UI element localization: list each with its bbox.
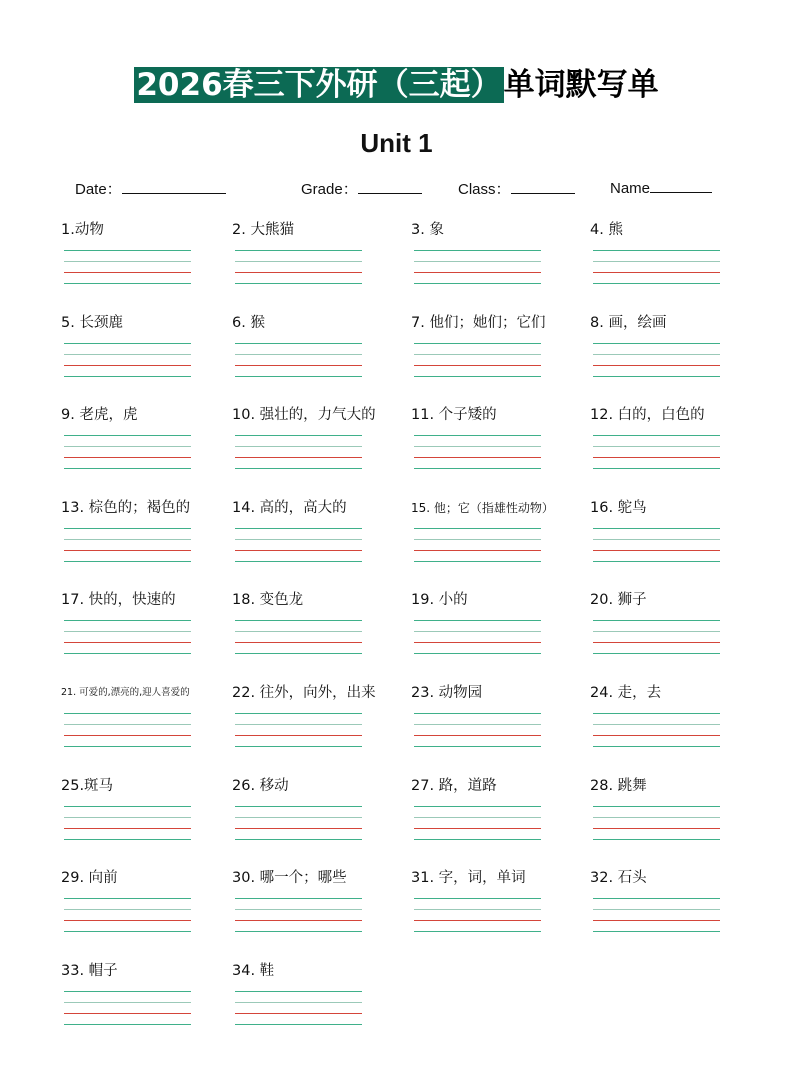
title-rest: 单词默写单 bbox=[503, 67, 659, 103]
word-prompt: 22. 往外，向外，出来 bbox=[232, 685, 376, 701]
writing-lines[interactable] bbox=[64, 528, 191, 568]
ruled-line bbox=[235, 550, 362, 551]
ruled-line bbox=[235, 991, 362, 992]
writing-lines[interactable] bbox=[235, 343, 362, 383]
class-field[interactable] bbox=[458, 178, 575, 199]
ruled-line bbox=[235, 909, 362, 910]
word-prompt: 14. 高的，高大的 bbox=[232, 499, 347, 516]
word-item bbox=[232, 961, 407, 1041]
ruled-line bbox=[64, 931, 191, 932]
date-blank[interactable] bbox=[122, 179, 226, 194]
word-prompt: 3. 象 bbox=[411, 222, 444, 238]
writing-lines[interactable] bbox=[414, 806, 541, 846]
word-prompt: 16. 鸵鸟 bbox=[590, 499, 647, 516]
ruled-line bbox=[64, 1002, 191, 1003]
word-prompt: 26. 移动 bbox=[232, 777, 289, 794]
ruled-line bbox=[64, 920, 191, 921]
ruled-line bbox=[593, 446, 720, 447]
word-item bbox=[590, 498, 765, 578]
writing-lines[interactable] bbox=[414, 435, 541, 475]
ruled-line bbox=[235, 620, 362, 621]
ruled-line bbox=[235, 631, 362, 632]
writing-lines[interactable] bbox=[64, 898, 191, 938]
ruled-line bbox=[414, 653, 541, 654]
grade-field[interactable] bbox=[301, 178, 422, 199]
ruled-line bbox=[414, 724, 541, 725]
ruled-line bbox=[414, 817, 541, 818]
word-item bbox=[61, 498, 236, 578]
ruled-line bbox=[593, 261, 720, 262]
ruled-line bbox=[593, 435, 720, 436]
ruled-line bbox=[235, 1024, 362, 1025]
ruled-line bbox=[64, 354, 191, 355]
word-prompt: 8. 画，绘画 bbox=[590, 314, 667, 331]
writing-lines[interactable] bbox=[64, 620, 191, 660]
ruled-line bbox=[64, 261, 191, 262]
word-item bbox=[61, 868, 236, 948]
ruled-line bbox=[414, 746, 541, 747]
ruled-line bbox=[593, 713, 720, 714]
name-blank[interactable] bbox=[650, 178, 712, 193]
ruled-line bbox=[235, 713, 362, 714]
word-item bbox=[61, 313, 236, 393]
ruled-line bbox=[235, 920, 362, 921]
word-prompt: 25.斑马 bbox=[61, 777, 114, 794]
word-item bbox=[411, 220, 586, 300]
ruled-line bbox=[593, 457, 720, 458]
writing-lines[interactable] bbox=[593, 528, 720, 568]
writing-lines[interactable] bbox=[414, 898, 541, 938]
ruled-line bbox=[593, 724, 720, 725]
ruled-line bbox=[64, 343, 191, 344]
word-item bbox=[590, 220, 765, 300]
ruled-line bbox=[414, 806, 541, 807]
ruled-line bbox=[64, 561, 191, 562]
ruled-line bbox=[414, 365, 541, 366]
word-item bbox=[411, 590, 586, 670]
word-prompt: 21. 可爱的,漂亮的,迎人喜爱的 bbox=[61, 687, 190, 698]
ruled-line bbox=[64, 1024, 191, 1025]
ruled-line bbox=[64, 283, 191, 284]
ruled-line bbox=[64, 746, 191, 747]
word-item bbox=[232, 313, 407, 393]
ruled-line bbox=[414, 561, 541, 562]
writing-lines[interactable] bbox=[593, 343, 720, 383]
word-item bbox=[590, 776, 765, 856]
writing-lines[interactable] bbox=[235, 991, 362, 1031]
word-prompt: 29. 向前 bbox=[61, 870, 118, 887]
name-field[interactable] bbox=[610, 178, 712, 197]
ruled-line bbox=[593, 468, 720, 469]
writing-lines[interactable] bbox=[414, 250, 541, 290]
word-prompt: 24. 走，去 bbox=[590, 685, 662, 701]
ruled-line bbox=[414, 539, 541, 540]
ruled-line bbox=[64, 806, 191, 807]
ruled-line bbox=[414, 468, 541, 469]
ruled-line bbox=[414, 931, 541, 932]
ruled-line bbox=[593, 746, 720, 747]
ruled-line bbox=[593, 376, 720, 377]
word-item bbox=[61, 590, 236, 670]
word-item bbox=[411, 313, 586, 393]
ruled-line bbox=[64, 620, 191, 621]
ruled-line bbox=[235, 898, 362, 899]
ruled-line bbox=[593, 642, 720, 643]
ruled-line bbox=[235, 806, 362, 807]
word-prompt: 20. 狮子 bbox=[590, 592, 647, 609]
word-item bbox=[590, 405, 765, 485]
word-item bbox=[61, 220, 236, 300]
ruled-line bbox=[235, 272, 362, 273]
word-prompt: 18. 变色龙 bbox=[232, 592, 304, 609]
ruled-line bbox=[593, 909, 720, 910]
title-highlight: 2026春三下外研（三起） bbox=[136, 67, 502, 103]
ruled-line bbox=[414, 272, 541, 273]
ruled-line bbox=[593, 839, 720, 840]
writing-lines[interactable] bbox=[593, 713, 720, 753]
ruled-line bbox=[64, 735, 191, 736]
ruled-line bbox=[235, 724, 362, 725]
ruled-line bbox=[235, 931, 362, 932]
writing-lines[interactable] bbox=[235, 806, 362, 846]
writing-lines[interactable] bbox=[593, 435, 720, 475]
ruled-line bbox=[64, 457, 191, 458]
word-item bbox=[232, 776, 407, 856]
ruled-line bbox=[235, 446, 362, 447]
ruled-line bbox=[64, 898, 191, 899]
word-prompt: 32. 石头 bbox=[590, 870, 647, 887]
word-prompt: 30. 哪一个；哪些 bbox=[232, 870, 347, 887]
ruled-line bbox=[414, 920, 541, 921]
grade-label: Grade： bbox=[301, 181, 358, 198]
class-blank[interactable] bbox=[511, 179, 575, 194]
ruled-line bbox=[414, 909, 541, 910]
ruled-line bbox=[64, 250, 191, 251]
ruled-line bbox=[235, 1002, 362, 1003]
ruled-line bbox=[414, 343, 541, 344]
writing-lines[interactable] bbox=[64, 713, 191, 753]
ruled-line bbox=[235, 283, 362, 284]
ruled-line bbox=[235, 561, 362, 562]
ruled-line bbox=[235, 653, 362, 654]
ruled-line bbox=[235, 250, 362, 251]
ruled-line bbox=[593, 343, 720, 344]
ruled-line bbox=[593, 550, 720, 551]
ruled-line bbox=[235, 468, 362, 469]
ruled-line bbox=[414, 283, 541, 284]
ruled-line bbox=[64, 376, 191, 377]
ruled-line bbox=[414, 828, 541, 829]
ruled-line bbox=[64, 528, 191, 529]
ruled-line bbox=[414, 713, 541, 714]
writing-lines[interactable] bbox=[593, 620, 720, 660]
word-prompt: 19. 小的 bbox=[411, 592, 468, 609]
word-prompt: 2. 大熊猫 bbox=[232, 222, 294, 238]
writing-lines[interactable] bbox=[64, 250, 191, 290]
word-item bbox=[232, 498, 407, 578]
writing-lines[interactable] bbox=[235, 435, 362, 475]
ruled-line bbox=[235, 528, 362, 529]
writing-lines[interactable] bbox=[414, 620, 541, 660]
ruled-line bbox=[414, 457, 541, 458]
ruled-line bbox=[235, 343, 362, 344]
ruled-line bbox=[235, 261, 362, 262]
name-label: Name bbox=[610, 180, 651, 197]
ruled-line bbox=[235, 839, 362, 840]
word-prompt: 11. 个子矮的 bbox=[411, 407, 497, 424]
student-info-row bbox=[0, 178, 793, 200]
ruled-line bbox=[64, 828, 191, 829]
word-item bbox=[232, 405, 407, 485]
ruled-line bbox=[414, 261, 541, 262]
ruled-line bbox=[414, 376, 541, 377]
word-prompt: 33. 帽子 bbox=[61, 962, 118, 979]
writing-lines[interactable] bbox=[593, 898, 720, 938]
ruled-line bbox=[64, 839, 191, 840]
writing-lines[interactable] bbox=[64, 991, 191, 1031]
ruled-line bbox=[235, 539, 362, 540]
ruled-line bbox=[593, 920, 720, 921]
ruled-line bbox=[64, 642, 191, 643]
ruled-line bbox=[235, 735, 362, 736]
word-prompt: 31. 字，词，单词 bbox=[411, 870, 526, 887]
writing-lines[interactable] bbox=[64, 806, 191, 846]
ruled-line bbox=[235, 828, 362, 829]
word-prompt: 5. 长颈鹿 bbox=[61, 314, 123, 331]
ruled-line bbox=[414, 620, 541, 621]
word-prompt: 4. 熊 bbox=[590, 222, 623, 238]
ruled-line bbox=[414, 435, 541, 436]
word-item bbox=[61, 776, 236, 856]
writing-lines[interactable] bbox=[235, 528, 362, 568]
ruled-line bbox=[414, 250, 541, 251]
ruled-line bbox=[64, 817, 191, 818]
ruled-line bbox=[64, 435, 191, 436]
class-label: Class： bbox=[458, 181, 511, 198]
word-item bbox=[411, 868, 586, 948]
ruled-line bbox=[414, 839, 541, 840]
ruled-line bbox=[593, 354, 720, 355]
word-prompt: 34. 鞋 bbox=[232, 962, 275, 979]
ruled-line bbox=[414, 446, 541, 447]
grade-blank[interactable] bbox=[358, 179, 422, 194]
word-item bbox=[411, 683, 586, 763]
word-prompt: 10. 强壮的，力气大的 bbox=[232, 407, 376, 424]
ruled-line bbox=[593, 272, 720, 273]
writing-lines[interactable] bbox=[235, 250, 362, 290]
writing-lines[interactable] bbox=[235, 713, 362, 753]
ruled-line bbox=[64, 1013, 191, 1014]
word-item bbox=[61, 961, 236, 1041]
ruled-line bbox=[593, 931, 720, 932]
ruled-line bbox=[593, 631, 720, 632]
word-item bbox=[232, 868, 407, 948]
word-item bbox=[590, 868, 765, 948]
ruled-line bbox=[593, 365, 720, 366]
ruled-line bbox=[64, 468, 191, 469]
ruled-line bbox=[414, 735, 541, 736]
ruled-line bbox=[593, 806, 720, 807]
ruled-line bbox=[414, 528, 541, 529]
date-field[interactable] bbox=[75, 178, 226, 199]
ruled-line bbox=[593, 817, 720, 818]
ruled-line bbox=[235, 817, 362, 818]
ruled-line bbox=[414, 550, 541, 551]
word-prompt: 7. 他们；她们；它们 bbox=[411, 314, 546, 331]
ruled-line bbox=[593, 898, 720, 899]
word-prompt: 23. 动物园 bbox=[411, 685, 483, 701]
word-prompt: 12. 白的，白色的 bbox=[590, 407, 705, 424]
ruled-line bbox=[64, 446, 191, 447]
ruled-line bbox=[235, 376, 362, 377]
ruled-line bbox=[64, 272, 191, 273]
ruled-line bbox=[235, 457, 362, 458]
ruled-line bbox=[64, 713, 191, 714]
ruled-line bbox=[593, 653, 720, 654]
ruled-line bbox=[64, 539, 191, 540]
word-item bbox=[232, 683, 407, 763]
word-item bbox=[411, 405, 586, 485]
ruled-line bbox=[64, 724, 191, 725]
word-item bbox=[590, 683, 765, 763]
writing-lines[interactable] bbox=[235, 620, 362, 660]
word-prompt: 28. 跳舞 bbox=[590, 777, 647, 794]
ruled-line bbox=[414, 631, 541, 632]
word-prompt: 17. 快的，快速的 bbox=[61, 592, 176, 609]
word-item bbox=[232, 220, 407, 300]
ruled-line bbox=[593, 620, 720, 621]
word-item bbox=[590, 590, 765, 670]
ruled-line bbox=[593, 250, 720, 251]
writing-lines[interactable] bbox=[593, 806, 720, 846]
word-prompt: 13. 棕色的；褐色的 bbox=[61, 499, 191, 516]
ruled-line bbox=[593, 561, 720, 562]
ruled-line bbox=[64, 991, 191, 992]
writing-lines[interactable] bbox=[235, 898, 362, 938]
word-item bbox=[590, 313, 765, 393]
ruled-line bbox=[593, 283, 720, 284]
ruled-line bbox=[593, 528, 720, 529]
ruled-line bbox=[64, 550, 191, 551]
worksheet-title bbox=[0, 66, 793, 104]
unit-heading: Unit 1 bbox=[360, 128, 433, 158]
ruled-line bbox=[414, 354, 541, 355]
word-item bbox=[61, 683, 236, 763]
writing-lines[interactable] bbox=[64, 343, 191, 383]
ruled-line bbox=[235, 354, 362, 355]
word-prompt: 1.动物 bbox=[61, 222, 104, 238]
ruled-line bbox=[64, 365, 191, 366]
word-item bbox=[411, 498, 586, 578]
word-item bbox=[61, 405, 236, 485]
writing-lines[interactable] bbox=[593, 250, 720, 290]
writing-lines[interactable] bbox=[414, 343, 541, 383]
word-prompt: 9. 老虎，虎 bbox=[61, 407, 138, 424]
ruled-line bbox=[64, 631, 191, 632]
writing-lines[interactable] bbox=[64, 435, 191, 475]
writing-lines[interactable] bbox=[414, 528, 541, 568]
writing-lines[interactable] bbox=[414, 713, 541, 753]
ruled-line bbox=[64, 909, 191, 910]
word-item bbox=[232, 590, 407, 670]
word-prompt: 6. 猴 bbox=[232, 314, 265, 331]
ruled-line bbox=[593, 828, 720, 829]
ruled-line bbox=[414, 642, 541, 643]
ruled-line bbox=[235, 746, 362, 747]
word-prompt: 15. 他；它（指雄性动物） bbox=[411, 500, 554, 515]
ruled-line bbox=[593, 539, 720, 540]
ruled-line bbox=[414, 898, 541, 899]
ruled-line bbox=[235, 365, 362, 366]
word-prompt: 27. 路，道路 bbox=[411, 777, 497, 794]
ruled-line bbox=[593, 735, 720, 736]
ruled-line bbox=[235, 1013, 362, 1014]
ruled-line bbox=[64, 653, 191, 654]
word-item bbox=[411, 776, 586, 856]
ruled-line bbox=[235, 642, 362, 643]
ruled-line bbox=[235, 435, 362, 436]
date-label: Date： bbox=[75, 181, 122, 198]
